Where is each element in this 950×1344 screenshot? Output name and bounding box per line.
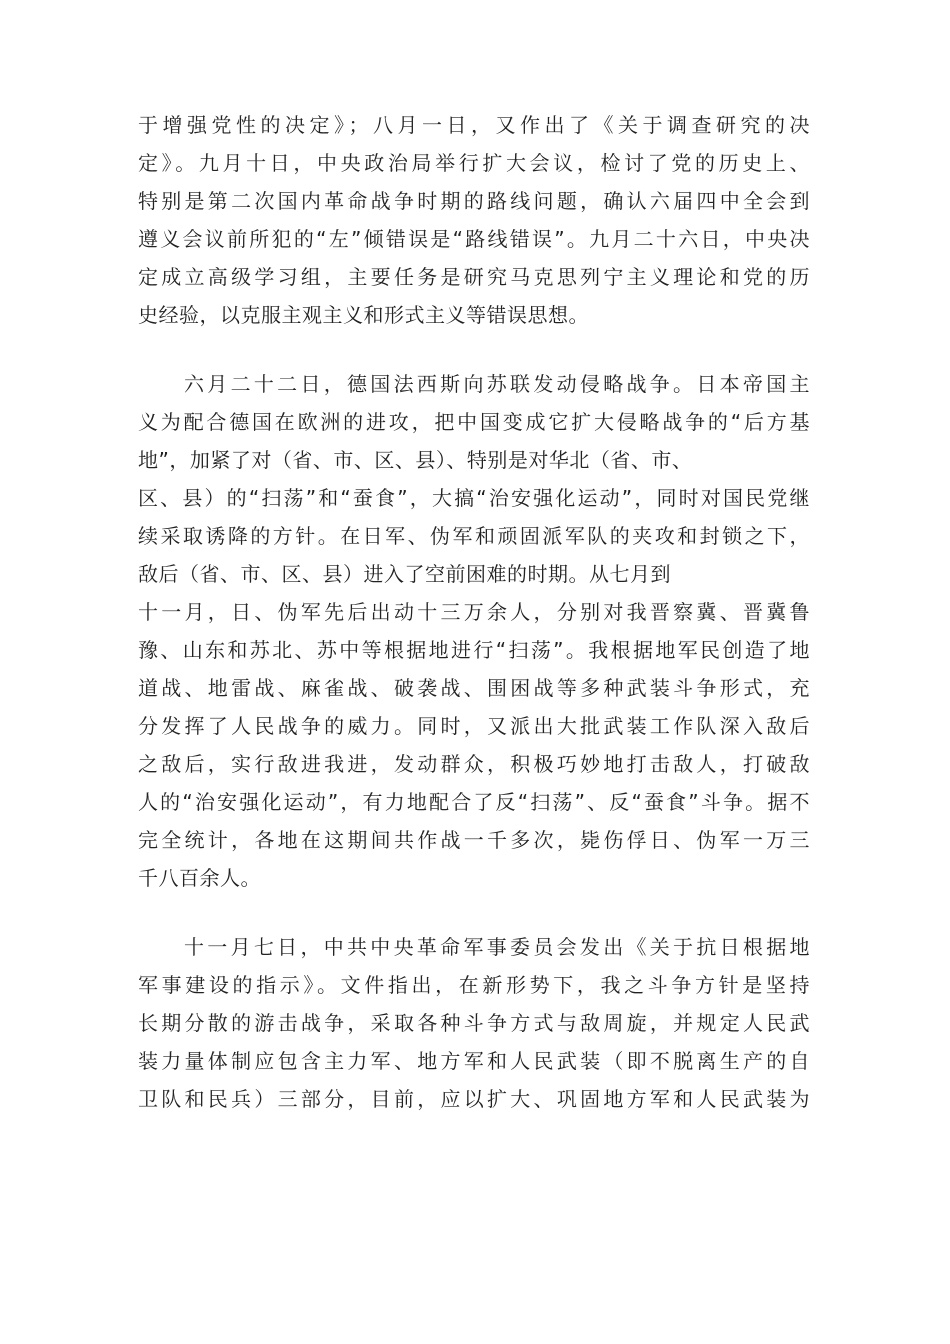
text-line: 十一月七日，中共中央革命军事委员会发出《关于抗日根据地 <box>184 935 810 959</box>
text-line: 豫、山东和苏北、苏中等根据地进行“扫荡”。我根据地军民创造了地 <box>138 638 810 662</box>
text-line: 地”，加紧了对（省、市、区、县）、特别是对华北（省、市、 <box>138 448 693 472</box>
paragraph-2 <box>138 365 810 897</box>
text-line: 完全统计，各地在这期间共作战一千多次，毙伤俘日、伪军一万三 <box>138 828 810 852</box>
text-line: 十一月，日、伪军先后出动十三万余人，分别对我晋察冀、晋冀鲁 <box>138 600 810 624</box>
text-line: 卫队和民兵）三部分，目前，应以扩大、巩固地方军和人民武装为 <box>138 1087 810 1111</box>
document-page <box>138 106 810 1118</box>
text-line: 遵义会议前所犯的“左”倾错误是“路线错误”。九月二十六日，中央决 <box>138 227 810 251</box>
text-line: 千八百余人。 <box>138 866 261 890</box>
text-line: 六月二十二日，德国法西斯向苏联发动侵略战争。日本帝国主 <box>184 372 810 396</box>
text-line: 定成立高级学习组，主要任务是研究马克思列宁主义理论和党的历 <box>138 265 810 289</box>
text-line: 道战、地雷战、麻雀战、破袭战、围困战等多种武装斗争形式，充 <box>138 676 810 700</box>
text-line: 分发挥了人民战争的威力。同时，又派出大批武装工作队深入敌后 <box>138 714 810 738</box>
text-line: 军事建设的指示》。文件指出，在新形势下，我之斗争方针是坚持 <box>138 973 810 997</box>
text-line: 长期分散的游击战争，采取各种斗争方式与敌周旋，并规定人民武 <box>138 1011 810 1035</box>
text-line: 定》。九月十日，中央政治局举行扩大会议，检讨了党的历史上、 <box>138 151 810 175</box>
paragraph-1 <box>138 106 810 334</box>
text-line: 装力量体制应包含主力军、地方军和人民武装（即不脱离生产的自 <box>138 1049 810 1073</box>
text-line: 之敌后，实行敌进我进，发动群众，积极巧妙地打击敌人，打破敌 <box>138 752 810 776</box>
paragraph-gap <box>138 897 810 928</box>
paragraph-gap <box>138 334 810 365</box>
text-line: 敌后（省、市、区、县）进入了空前困难的时期。从七月到 <box>138 562 671 586</box>
text-line: 特别是第二次国内革命战争时期的路线问题，确认六届四中全会到 <box>138 189 810 213</box>
text-line: 史经验，以克服主观主义和形式主义等错误思想。 <box>138 303 589 327</box>
text-line: 义为配合德国在欧洲的进攻，把中国变成它扩大侵略战争的“后方基 <box>138 410 810 434</box>
text-line: 人的“治安强化运动”，有力地配合了反“扫荡”、反“蚕食”斗争。据不 <box>138 790 810 814</box>
paragraph-3 <box>138 928 810 1118</box>
text-line: 区、县）的“扫荡”和“蚕食”，大搞“治安强化运动”，同时对国民党继 <box>138 486 810 510</box>
text-line: 续采取诱降的方针。在日军、伪军和顽固派军队的夹攻和封锁之下， <box>138 524 810 548</box>
text-line: 于增强党性的决定》；八月一日，又作出了《关于调查研究的决 <box>138 113 810 137</box>
